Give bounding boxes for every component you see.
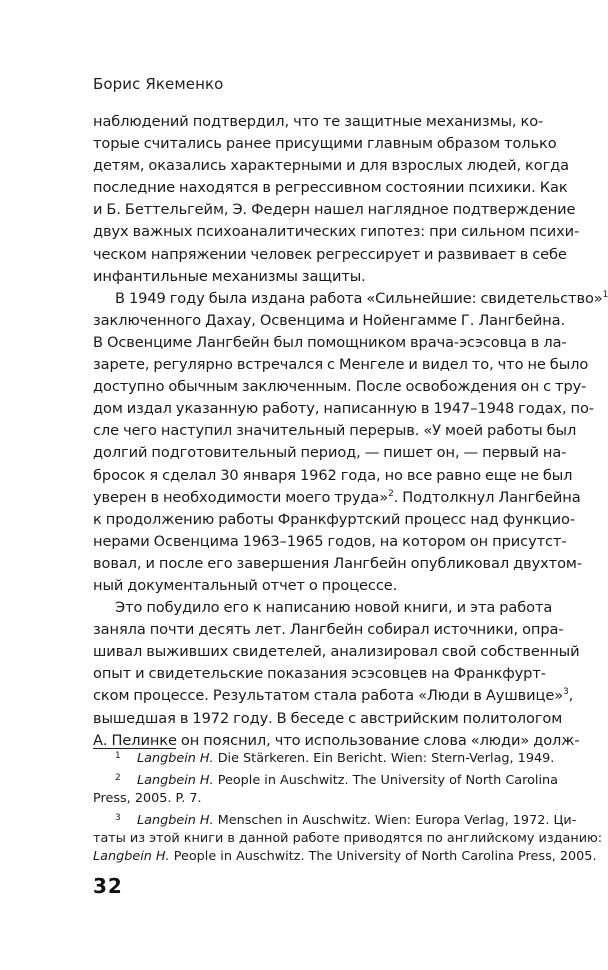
text-line: бросок я сделал 30 января 1962 года, но все равно еще не был (93, 466, 573, 484)
footnote-ref-3[interactable]: 3 (563, 687, 569, 698)
footnote-line: 2 Langbein H. People in Auschwitz. The University of North Carolina (115, 772, 558, 788)
page-number: 32 (93, 874, 123, 898)
footnote-author: Langbein H. (137, 772, 214, 788)
footnote-ref-1[interactable]: 1 (602, 289, 608, 300)
text-line: последние находятся в регрессивном состоянии психики. Как (93, 179, 568, 197)
text-line: уверен в необходимости моего труда»$^2$. Подтолкнул Лангбейна (93, 488, 581, 506)
text-line: ском процессе. Результатом стала работа «Люди в Аушвице»$^3$, (93, 687, 574, 705)
footnote-line: Langbein H. People in Auschwitz. The University of North Carolina Press, 2005. (93, 849, 597, 865)
footnote-author: Langbein H. (137, 812, 214, 828)
footnotes (93, 750, 603, 870)
text-line: сле чего наступил значительный перерыв. «У моей работы был (93, 422, 577, 440)
footnote-2 (93, 772, 558, 809)
footnote-separator (93, 748, 176, 749)
text-line: В Освенциме Лангбейн был помощником врача-эсэсовца в ла- (93, 333, 567, 351)
text-line: детям, оказались характерными и для взрослых людей, когда (93, 157, 569, 175)
text-line: дом издал указанную работу, написанную в 1947–1948 годах, по- (93, 400, 594, 418)
footnote-line: таты из этой книги в данной работе приводятся по английскому изданию: (93, 831, 603, 847)
text-line: наблюдений подтвердил, что те защитные механизмы, ко- (93, 113, 544, 130)
footnote-author: Langbein H. (93, 849, 170, 865)
footnote-line: 3 Langbein H. Menschen in Auschwitz. Wien: Europa Verlag, 1972. Ци- (115, 812, 577, 828)
footnote-author: Langbein H. (137, 751, 214, 766)
text-line: к продолжению работы Франкфуртский процесс над функцио- (93, 510, 575, 528)
text-line: доступно обычным заключенным. После освобождения он с тру- (93, 378, 587, 396)
text-line: долгий подготовительный период, — пишет он, — первый на- (93, 444, 567, 462)
text-line: зарете, регулярно встречался с Менгеле и видел то, что не было (93, 356, 589, 374)
running-head-author: Борис Якеменко (93, 75, 224, 93)
footnote-3 (93, 812, 603, 867)
text-line: А. Пелинке он пояснил, что использование слова «люди» долж- (93, 731, 580, 749)
footnote-1 (93, 750, 555, 768)
paragraph-2 (93, 288, 608, 597)
footnote-ref-2[interactable]: 2 (388, 488, 394, 499)
text-line: инфантильные механизмы защиты. (93, 267, 366, 285)
paragraph-1 (93, 111, 580, 288)
text-line: шивал выживших свидетелей, анализировал свой собственный (93, 643, 580, 661)
text-line: и Б. Беттельгейм, Э. Федерн нашел наглядное подтверждение (93, 201, 576, 219)
text-line: торые считались ранее присущими главным образом только (93, 135, 557, 153)
text-line: двух важных психоаналитических гипотез: при сильном психи- (93, 223, 580, 241)
text-line: нерами Освенцима 1963–1965 годов, на котором он присутст- (93, 532, 567, 550)
text-line: опыт и свидетельские показания эсэсовцев на Франкфурт- (93, 665, 546, 683)
footnote-line: Press, 2005. P. 7. (93, 791, 202, 807)
text-line: В 1949 году была издана работа «Сильнейшие: свидетельство»$^1$ (115, 289, 608, 307)
text-line: ческом напряжении человек регрессирует и развивает в себе (93, 245, 567, 263)
text-line: Это побудило его к написанию новой книги, и эта работа (115, 599, 553, 617)
text-line: вышедшая в 1972 году. В беседе с австрийским политологом (93, 709, 563, 727)
body-text (93, 111, 608, 752)
text-line: вовал, и после его завершения Лангбейн опубликовал двухтом- (93, 554, 582, 572)
text-line: ный документальный отчет о процессе. (93, 576, 398, 594)
text-line: заключенного Дахау, Освенцима и Нойенгамме Г. Лангбейна. (93, 311, 566, 329)
paragraph-3 (93, 597, 580, 752)
text-line: заняла почти десять лет. Лангбейн собирал источники, опра- (93, 621, 564, 639)
footnote-line: 1 Langbein H. Die Stärkeren. Ein Bericht. Wien: Stern-Verlag, 1949. (115, 751, 555, 766)
